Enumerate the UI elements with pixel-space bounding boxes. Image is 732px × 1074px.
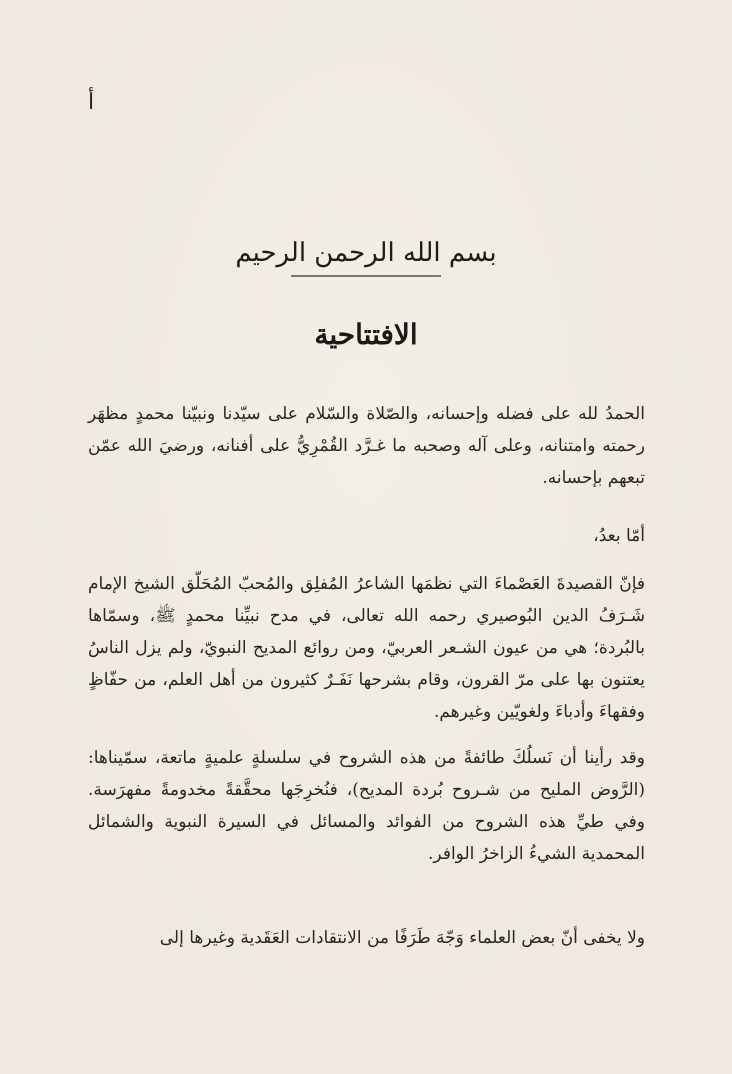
section-heading: الافتتاحية [314,318,418,351]
paragraph-5 [88,922,645,954]
paragraph-2 [88,520,645,552]
basmala-calligraphy [0,238,732,277]
paragraph-text: فإنّ القصيدةَ العَصْماءَ التي نظمَها الشاعرُ المُفلِق والمُحبّ المُحَلّق الشيخ الإمام شَـرَفُ الدين البُوصيري رحمه الله تعالى، في مدح نبيِّنا محمدٍ ﷺ، وسمّاها بالبُردة؛ هي من عيون الشـعر العربيّ، ومن روائع المديح النبويّ، ولم يزل الناسُ يعتنون بها على مرّ القرون، وقام بشرحها نَفَـرٌ كثيرون من أهل العلم، من حفّاظٍ وفقهاءَ وأدباءَ ولغويّين وغيرهم. [88,574,645,722]
paragraph-4 [88,742,645,870]
basmala-text: بسم الله الرحمن الرحيم [235,238,497,268]
paragraph-text: أمّا بعدُ، [593,526,645,546]
paragraph-1 [88,398,645,494]
paragraph-3 [88,568,645,728]
paragraph-text: وقد رأينا أن نَسلُكَ طائفةً من هذه الشروح في سلسلةٍ علميةٍ ماتعة، سمّيناها: (الرَّوض المليح من شـروح بُردة المديح)، فنُخرِجَها محقَّقةً مخدومةً مفهرَسة. وفي طيِّ هذه الشروح من الفوائد والمسائل في السيرة النبوية والشمائل المحمدية الشيءُ الزاخرُ الوافر. [88,748,645,864]
page-number: أ [88,90,95,115]
basmala-underline [291,275,441,277]
paragraph-text: الحمدُ لله على فضله وإحسانه، والصّلاة والسّلام على سيّدنا ونبيّنا محمدٍ مظهَر رحمته وامتنانه، وعلى آله وصحبه ما غـرَّد القُمْرِيُّ على أفنانه، ورضيَ الله عمّن تبعهم بإحسانه. [88,404,645,488]
paragraph-text: ولا يخفى أنّ بعض العلماء وَجّهَ طَرَفًا من الانتقادات العَقَدية وغيرها إلى [159,928,645,948]
